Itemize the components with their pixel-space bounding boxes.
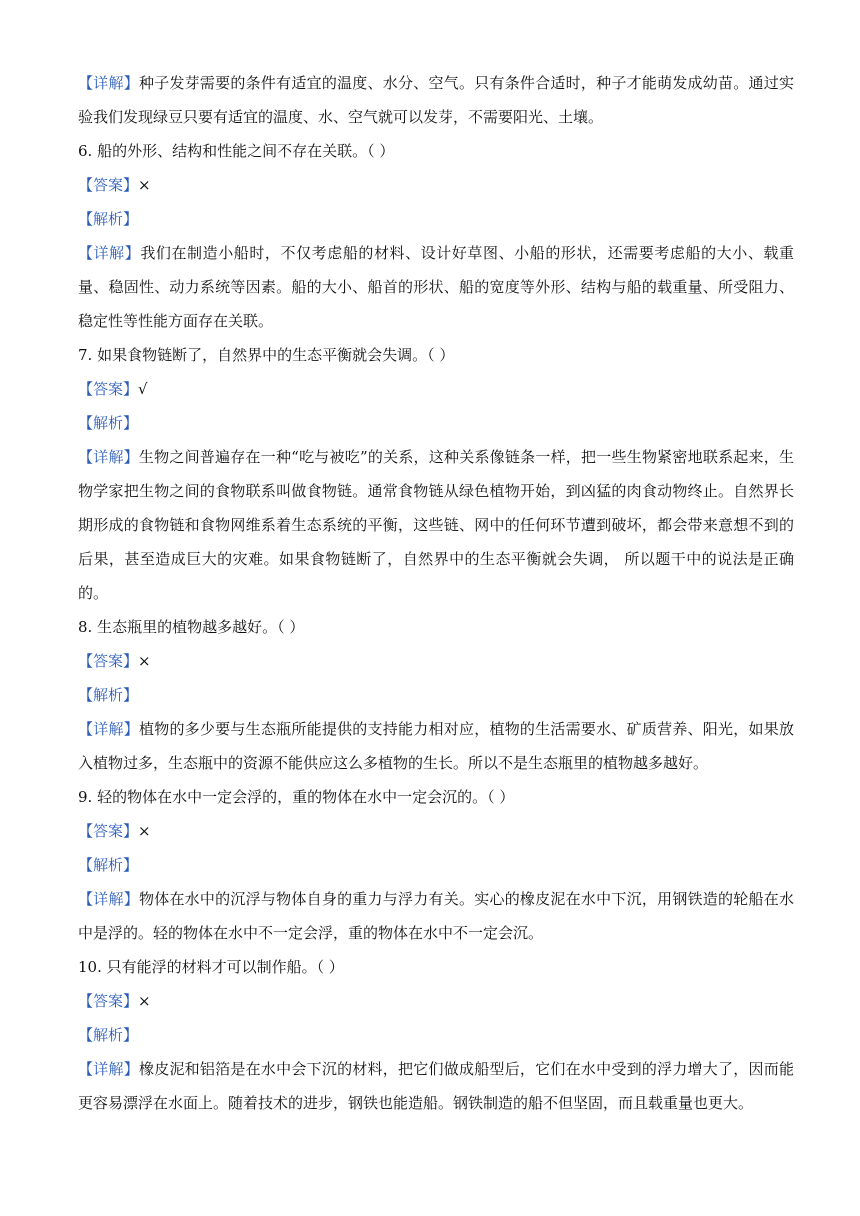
- analysis-label: 【解析】: [78, 686, 139, 704]
- detail-text: 我们在制造小船时，不仅考虑船的材料、设计好草图、小船的形状，还需要考虑船的大小、载重量、稳固性、动力系统等因素。船的大小、船首的形状、船的宽度等外形、结构与船的载重量、所受阻力、稳定性等性能方面存在关联。: [78, 244, 794, 330]
- detail-label: 【详解】: [78, 1060, 139, 1078]
- answer-label: 【答案】: [78, 380, 139, 398]
- question-8: 8. 生态瓶里的植物越多越好。（ ）: [78, 618, 305, 636]
- detail-text: 种子发芽需要的条件有适宜的温度、水分、空气。只有条件合适时，种子才能萌发成幼苗。通过实验我们发现绿豆只要有适宜的温度、水、空气就可以发芽，不需要阳光、土壤。: [78, 74, 794, 126]
- detail-label: 【详解】: [78, 720, 139, 738]
- detail-label: 【详解】: [78, 74, 139, 92]
- answer-value: ×: [138, 652, 151, 670]
- detail-paragraph: [78, 66, 794, 134]
- answer-line: [78, 984, 794, 1018]
- analysis-label: 【解析】: [78, 414, 139, 432]
- answer-value: ×: [138, 992, 151, 1010]
- answer-value: √: [138, 380, 148, 398]
- detail-paragraph: [78, 440, 794, 610]
- answer-line: [78, 644, 794, 678]
- question-7: 7. 如果食物链断了，自然界中的生态平衡就会失调。（ ）: [78, 346, 455, 364]
- analysis-label: 【解析】: [78, 1026, 139, 1044]
- analysis-label: 【解析】: [78, 210, 139, 228]
- detail-text: 橡皮泥和铝箔是在水中会下沉的材料，把它们做成船型后，它们在水中受到的浮力增大了，因而能更容易漂浮在水面上。随着技术的进步，钢铁也能造船。钢铁制造的船不但坚固，而且载重量也更大。: [78, 1060, 794, 1112]
- answer-value: ×: [138, 176, 151, 194]
- detail-label: 【详解】: [78, 448, 139, 466]
- answer-label: 【答案】: [78, 176, 139, 194]
- answer-label: 【答案】: [78, 992, 139, 1010]
- analysis-label: 【解析】: [78, 856, 139, 874]
- answer-label: 【答案】: [78, 652, 139, 670]
- detail-paragraph: [78, 1052, 794, 1120]
- detail-paragraph: [78, 882, 794, 950]
- question-6: 6. 船的外形、结构和性能之间不存在关联。（ ）: [78, 142, 395, 160]
- answer-label: 【答案】: [78, 822, 139, 840]
- detail-label: 【详解】: [78, 890, 139, 908]
- detail-paragraph: [78, 236, 794, 338]
- answer-value: ×: [138, 822, 151, 840]
- detail-label: 【详解】: [78, 244, 141, 262]
- answer-line: [78, 168, 794, 202]
- detail-text: 生物之间普遍存在一种“吃与被吃”的关系，这种关系像链条一样，把一些生物紧密地联系起来，生物学家把生物之间的食物联系叫做食物链。通常食物链从绿色植物开始，到凶猛的肉食动物终止。自然界长期形成的食物链和食物网维系着生态系统的平衡，这些链、网中的任何环节遭到破坏，都会带来意想不到的后果，甚至造成巨大的灾难。如果食物链断了，自然界中的生态平衡就会失调， 所以题干中的说法是正确的。: [78, 448, 794, 602]
- answer-line: [78, 372, 794, 406]
- question-9: 9. 轻的物体在水中一定会浮的，重的物体在水中一定会沉的。（ ）: [78, 788, 515, 806]
- answer-line: [78, 814, 794, 848]
- document-page: [78, 66, 794, 1120]
- detail-text: 物体在水中的沉浮与物体自身的重力与浮力有关。实心的橡皮泥在水中下沉，用钢铁造的轮船在水中是浮的。轻的物体在水中不一定会浮，重的物体在水中不一定会沉。: [78, 890, 794, 942]
- question-10: 10. 只有能浮的材料才可以制作船。（ ）: [78, 958, 344, 976]
- detail-paragraph: [78, 712, 794, 780]
- detail-text: 植物的多少要与生态瓶所能提供的支持能力相对应，植物的生活需要水、矿质营养、阳光，如果放入植物过多，生态瓶中的资源不能供应这么多植物的生长。所以不是生态瓶里的植物越多越好。: [78, 720, 794, 772]
